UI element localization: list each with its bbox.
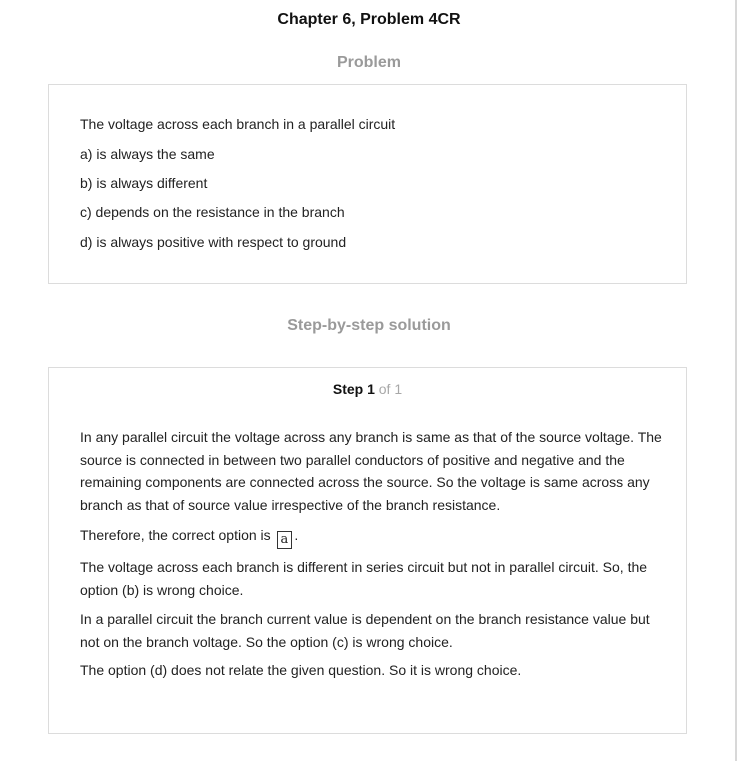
solution-paragraph-1: In any parallel circuit the voltage across any branch is same as that of the source voltage. The source is connected in between two parallel conductors of positive and negative and the remaining components are connected across the source. So the voltage is same across any branch as that of source value irrespective of the branch resistance. — [80, 429, 662, 513]
chapter-title: Chapter 6, Problem 4CR — [277, 11, 461, 28]
problem-option-b: b) is always different — [80, 175, 208, 191]
solution-paragraph-5: The option (d) does not relate the given question. So it is wrong choice. — [80, 662, 522, 678]
problem-card — [48, 84, 687, 284]
page-right-border — [735, 0, 737, 761]
solution-card — [48, 367, 687, 734]
answer-prefix: Therefore, the correct option is — [80, 527, 271, 543]
answer-line — [80, 524, 670, 549]
problem-option-a: a) is always the same — [80, 146, 215, 162]
problem-option-d: d) is always positive with respect to ground — [80, 234, 347, 250]
answer-suffix: . — [294, 527, 299, 543]
problem-question: The voltage across each branch in a parallel circuit — [80, 116, 396, 132]
solution-paragraph-4: In a parallel circuit the branch current value is dependent on the branch resistance value but not on the branch voltage. So the option (c) is wrong choice. — [80, 611, 650, 650]
step-number: Step 1 — [332, 381, 375, 397]
step-total: of 1 — [374, 381, 403, 397]
step-indicator — [49, 381, 686, 397]
answer-box: a — [277, 531, 293, 549]
problem-heading: Problem — [336, 54, 401, 71]
solution-heading: Step-by-step solution — [287, 317, 451, 334]
solution-paragraph-3: The voltage across each branch is different in series circuit but not in parallel circuit. So, the option (b) is wrong choice. — [80, 559, 648, 598]
problem-option-c: c) depends on the resistance in the branch — [80, 204, 345, 220]
